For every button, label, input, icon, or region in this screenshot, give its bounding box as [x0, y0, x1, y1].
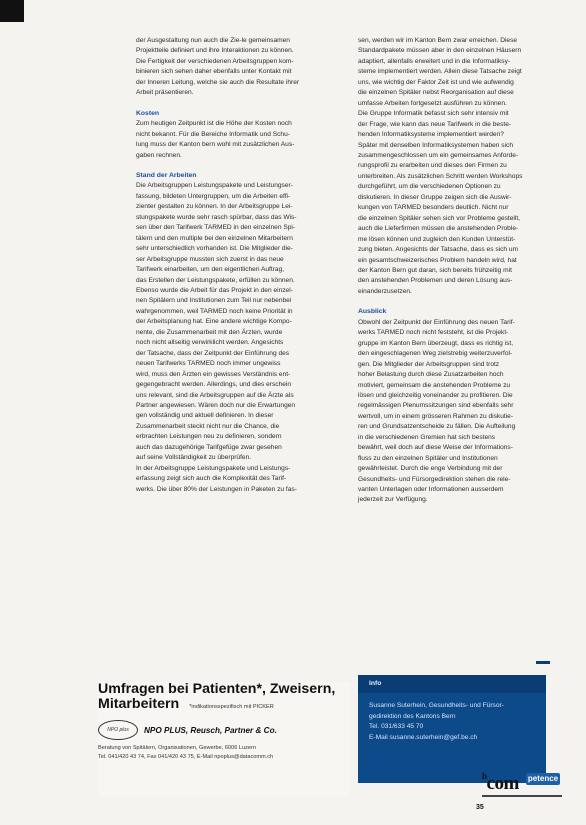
logo-text: com: [486, 773, 519, 794]
text-line: gewährleistet. Durch die enge Verbindung mit der: [358, 465, 503, 473]
divider: [536, 661, 550, 664]
contact-email: E-Mail susanne.suterhein@gef.be.ch: [369, 733, 478, 741]
ad-address: Beratung von Spitälern, Organisationen, Gewerbe, 6006 Luzern: [98, 745, 256, 751]
text-line: durchgeführt, um die verschiedenen Optionen zu: [358, 183, 501, 191]
text-line: den anstehenden Problemen und deren Lösung aus-: [358, 277, 513, 285]
text-line: uns relevant, sind die Arbeitsgruppen auf die Ärzte als: [136, 391, 294, 399]
text-line: Die Fertigkeit der verschiedenen Arbeitsgruppen kom-: [136, 57, 294, 65]
text-line: Zusammenarbeit steckt nicht nur die Chance, die: [136, 422, 280, 430]
text-line: Arbeit präsentieren.: [136, 89, 194, 97]
text-line: nen Spitälern und Institutionen zum Teil nur nebenbei: [136, 297, 292, 305]
text-line: stungspakete wurde sehr rasch spürbar, dass das Wis-: [136, 213, 297, 221]
text-line: steme implementiert werden. Allein diese Tatsache zeigt: [358, 68, 522, 76]
text-line: me lösen können und zugleich den Kunden Unterstüt-: [358, 235, 516, 243]
info-contact: [358, 693, 546, 743]
page-number: 35: [476, 804, 484, 811]
status-paragraph: [136, 181, 348, 495]
text-line: umfasse Arbeiten fortgesetzt ausführen zu können.: [358, 99, 507, 107]
text-line: wahrgenommen, weil TARMED noch keine Priorität in: [136, 307, 293, 315]
text-line: bewährt, weil doch auf diese Weise der Informations-: [358, 444, 513, 452]
text-line: Zum heutigen Zeitpunkt ist die Höhe der Kosten noch: [136, 120, 292, 128]
logo-bar: petence: [527, 774, 559, 783]
text-line: Die Gruppe Informatik befasst sich sehr intensiv mit: [358, 110, 509, 118]
text-line: werks. Die über 80% der Leistungen in Paketen zu fas-: [136, 485, 297, 493]
text-line: der Frage, wie kann das neue Tarifwerk in die beste-: [358, 120, 512, 128]
text-line: Die Arbeitsgruppen Leistungspakete und Leistungser-: [136, 182, 293, 190]
intro-paragraph: [136, 36, 348, 99]
right-text-column: [358, 36, 547, 506]
ad-title: Umfragen bei Patienten*, Zweisern,: [98, 681, 336, 697]
crop-mark: [0, 0, 24, 22]
text-line: wird, muss den Ärzten ein gewisses Verständnis ent-: [136, 370, 291, 378]
contact-organization: gedirektion des Kantons Bern: [369, 712, 456, 720]
ad-company: NPO PLUS, Reusch, Partner & Co.: [144, 725, 277, 735]
informatics-paragraph: [358, 36, 547, 297]
text-line: binieren sich sehen daher ebenfalls unter Kontakt mit: [136, 68, 292, 76]
text-line: Tarifwerk einarbeiten, um den eigentlichen Auftrag,: [136, 266, 285, 274]
text-line: zienter gestalten zu können. In der Arbeitsgruppe Lei-: [136, 203, 293, 211]
text-line: nente, die Zusammenarbeit mit den Ärzten, wurde: [136, 328, 283, 336]
text-line: der Ausgestaltung nun auch die Zie-le gemeinsamen: [136, 37, 290, 44]
text-line: lösen und gleichzeitig voneinander zu profitieren. Die: [358, 391, 513, 399]
text-line: Später mit denselben Informatiksystemen haben sich: [358, 141, 514, 149]
text-line: unterbreiten. Als zusätzlichen Schritt werden Workshops: [358, 172, 523, 180]
text-line: der Inneren Leitung, welche sie auch die Resultate ihrer: [136, 78, 300, 86]
text-line: hoher Belastung durch diese Zusatzarbeiten hoch: [358, 371, 504, 379]
text-line: Projektteile definiert und ihre Interaktionen zu können.: [136, 47, 294, 55]
text-line: werks TARMED noch nicht feststeht, ist die Projekt-: [358, 329, 509, 337]
text-line: einanderzusetzen.: [358, 287, 412, 295]
text-line: neuen Tarifwerks TARMED noch immer ungewiss: [136, 360, 281, 368]
text-line: gen. Die Mitglieder der Arbeitsgruppen sind trotz: [358, 360, 500, 368]
text-line: jederzeit zur Verfügung.: [358, 496, 428, 504]
left-text-column: [136, 36, 348, 495]
text-line: auf seine Vollständigkeit zu überprüfen.: [136, 454, 252, 462]
text-line: tälern und den multiple bei den einzelnen Mitarbeitern: [136, 234, 293, 242]
section-heading-status: Stand der Arbeiten: [136, 171, 197, 179]
text-line: auch das dazugehörige Tarifgefüge zwar gesehen: [136, 443, 282, 451]
text-line: motiviert, gemeinsam die anstehenden Probleme zu: [358, 381, 511, 389]
text-line: noch nicht allseitig verwirklicht werden. Angesichts: [136, 339, 284, 347]
logo-underline: [482, 795, 562, 797]
contact-name: Susanne Suterhein, Gesundheits- und Fürsor-: [369, 702, 504, 709]
text-line: kungen von TARMED besonders deutlich. Nicht nur: [358, 204, 509, 212]
info-heading: Info: [358, 675, 546, 693]
ad-title-line-2: Mitarbeitern: [98, 696, 180, 712]
ad-phone: Tel. 041/420 43 74, Fax 041/420 43 75, E-Mail npoplus@datacomm.ch: [98, 754, 274, 760]
text-line: der Tatsache, dass der Zeitpunkt der Einführung des: [136, 349, 290, 357]
text-line: in die verschiedenen Gremien hat sich bestens: [358, 433, 496, 441]
text-line: sen über den Tarifwerk TARMED in den einzelnen Spi-: [136, 224, 296, 232]
text-line: ren und Grundsatzentscheide zu fällen. Die Aufteilung: [358, 423, 516, 431]
text-line: gegengebracht werden. Allerdings, und dies erschein: [136, 381, 292, 389]
text-line: gen vollständig und aktuell definieren. In dieser: [136, 412, 274, 420]
logo-prefix: h: [482, 771, 487, 781]
text-line: nicht bekannt. Für die Bereiche Informatik und Schu-: [136, 130, 290, 138]
text-line: der Kanton Bern gut daran, sich bereits frühzeitig mit: [358, 266, 512, 274]
text-line: In der Arbeitsgruppe Leistungspakete und Leistungs-: [136, 464, 291, 472]
text-line: Gesundheits- und Fürsorgedirektion stehen die rele-: [358, 475, 511, 483]
text-line: zung bieten. Angesichts der Tatsache, dass es sich um: [358, 246, 519, 254]
npo-logo-icon: NPO plus: [98, 720, 138, 740]
text-line: regelmässigen Plenumssitzungen sind ebenfalls sehr: [358, 402, 514, 410]
section-heading-outlook: Ausblick: [358, 308, 387, 316]
text-line: diskutieren. In dieser Gruppe zeigen sich die Auswir-: [358, 193, 512, 201]
costs-paragraph: [136, 119, 348, 161]
section-heading-costs: Kosten: [136, 109, 160, 117]
text-line: gaben rechnen.: [136, 151, 182, 159]
text-line: zusammengeschlossen um ein gemeinsames Anforde-: [358, 151, 519, 159]
text-line: rungsprofil zu erarbeiten und dieses den Firmen zu: [358, 162, 507, 170]
text-line: fluss zu den einzelnen Spitäler und Institutionen: [358, 454, 498, 462]
text-line: das Erstellen der Leistungspakete, erfüllen zu können.: [136, 276, 295, 284]
text-line: adaptiert, allenfalls erweitert und in die Informatiksy-: [358, 57, 511, 65]
ad-subtitle: *indikationsspezifisch mit PICKER: [189, 704, 274, 710]
text-line: den eingeschlagenen Weg zielstrebig weiterzuverfol-: [358, 350, 513, 358]
competence-logo: [476, 768, 566, 802]
text-line: Standardpakete müssen aber in den einzelnen Häusern: [358, 47, 522, 55]
text-line: auch die Lieferfirmen müssen die anstehenden Proble-: [358, 225, 519, 233]
text-line: uns, wie wichtig der Faktor Zeit ist und wie aufwendig: [358, 78, 514, 86]
text-line: Partner angewiesen. Wären doch nur die Erwartungen: [136, 401, 296, 409]
text-line: vanten Unterlagen oder Informationen ausserdem: [358, 486, 504, 494]
text-line: Obwohl der Zeitpunkt der Einführung des neuen Tarif-: [358, 318, 515, 326]
outlook-paragraph: [358, 318, 547, 506]
contact-phone: Tel. 031/633 45 70: [369, 723, 424, 730]
text-line: ein gesamtschweizerisches Problem handeln wird, hat: [358, 256, 517, 264]
text-line: die einzelnen Spitäler sehen sich vor Probleme gestellt,: [358, 214, 521, 222]
text-line: lung muss der Kanton bern wohl mit zusätzlichen Aus-: [136, 141, 295, 149]
text-line: sen, werden wir im Kanton Bern zwar erreichen. Diese: [358, 37, 518, 44]
advertisement: [98, 682, 350, 796]
text-line: gruppe im Kanton Bern überzeugt, dass es richtig ist,: [358, 339, 514, 347]
text-line: der Arbeitsplanung hat. Eine andere wichtige Kompo-: [136, 318, 292, 326]
text-line: ser Arbeitsgruppe mussten sich zuerst in das neue: [136, 255, 284, 263]
text-line: fassung, bildeten Untergruppen, um die Arbeiten effi-: [136, 192, 291, 200]
text-line: henden Informatiksysteme implementiert werden?: [358, 131, 504, 139]
text-line: wertvoll, um in einem grösseren Rahmen zu diskutie-: [358, 412, 514, 420]
text-line: erbrachten Leistungen neu zu definieren, sondern: [136, 433, 282, 441]
text-line: Ebenso wurde die Arbeit für das Projekt in den einzel-: [136, 286, 293, 294]
info-box: [358, 675, 546, 783]
text-line: die einzelnen Spitäler nebst Reorganisation auf diese: [358, 89, 514, 97]
text-line: erfassung zeigt sich auch die Komplexität des Tarif-: [136, 475, 287, 483]
text-line: sehr unterschiedlich vorhanden ist. Die Mitglieder die-: [136, 245, 293, 253]
